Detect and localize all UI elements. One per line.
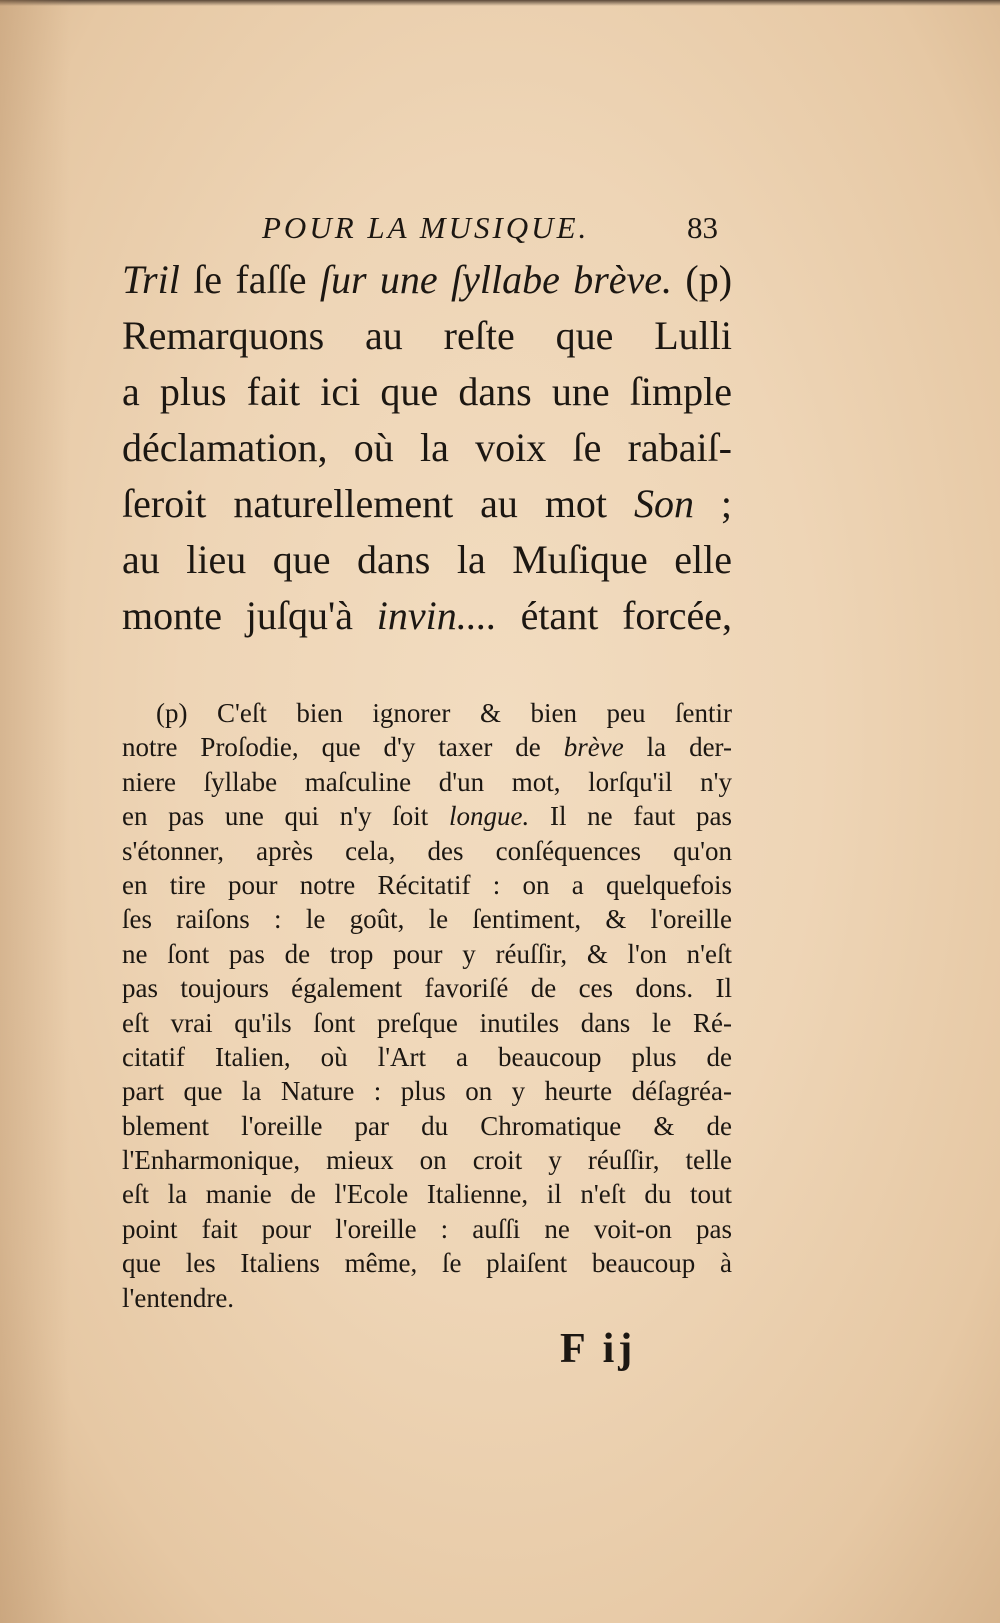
footnote-line: point fait pour l'oreille : auſſi ne voit-on pas <box>122 1213 732 1244</box>
footnote-line <box>122 730 732 764</box>
page-header <box>250 210 718 250</box>
italic-text: Son <box>633 481 694 526</box>
footnote-line: ne ſont pas de trop pour y réuſſir, & l'on n'eſt <box>122 938 732 969</box>
footnote-line: part que la Nature : plus on y heurte déſagréa- <box>122 1076 732 1107</box>
footnote-line: (p) C'eſt bien ignorer & bien peu ſentir <box>156 698 732 728</box>
italic-text: Tril <box>122 257 180 302</box>
main-text-line <box>122 252 732 308</box>
main-text-line <box>122 476 732 532</box>
italic-text: longue. <box>449 801 530 832</box>
running-title: POUR LA MUSIQUE. <box>262 210 590 245</box>
footnote-line: citatif Italien, où l'Art a beaucoup plus de <box>122 1041 732 1072</box>
italic-text: ſur une ſyllabe brève. <box>319 257 673 302</box>
text-span: la der- <box>623 732 732 763</box>
footnote-line: en tire pour notre Récitatif : on a quelquefois <box>122 869 732 900</box>
text-span: étant forcée, <box>496 593 733 638</box>
footnote-line: s'étonner, après cela, des conſéquences qu'on <box>122 835 732 866</box>
footnote-block <box>122 696 732 1315</box>
main-text-line: Remarquons au reſte que Lulli <box>122 313 732 358</box>
italic-text: invin.... <box>376 593 497 638</box>
footnote-line <box>122 799 732 833</box>
main-text-line <box>122 588 732 644</box>
signature-mark: F ij <box>560 1326 637 1372</box>
text-span: monte juſqu'à <box>122 593 377 638</box>
footnote-line: niere ſyllabe maſculine d'un mot, lorſqu'il n'y <box>122 766 732 797</box>
footnote-line: eſt la manie de l'Ecole Italienne, il n'eſt du tout <box>122 1179 732 1210</box>
footnote-ref: (p) <box>672 257 733 302</box>
main-text-line: a plus fait ici que dans une ſimple <box>122 369 732 414</box>
footnote-line: pas toujours également favoriſé de ces dons. Il <box>122 973 732 1004</box>
text-span: ſe faſſe <box>179 257 320 302</box>
text-span: notre Proſodie, que d'y taxer de <box>122 732 564 763</box>
text-span: en pas une qui n'y ſoit <box>122 801 450 832</box>
footnote-line: eſt vrai qu'ils ſont preſque inutiles dans le Ré- <box>122 1007 732 1038</box>
text-span: ſeroit naturellement au mot <box>122 481 634 526</box>
text-span: ; <box>693 481 732 526</box>
footnote-line: l'entendre. <box>122 1282 235 1313</box>
footnote-line: que les Italiens même, ſe plaiſent beaucoup à <box>122 1248 732 1279</box>
page-number: 83 <box>687 210 718 245</box>
footnote-line: l'Enharmonique, mieux on croit y réuſſir, telle <box>122 1145 732 1176</box>
main-text-block <box>122 252 732 644</box>
main-text-line: au lieu que dans la Muſique elle <box>122 537 732 582</box>
text-span: Il ne faut pas <box>529 801 732 832</box>
main-text-line: déclamation, où la voix ſe rabaiſ- <box>122 425 732 470</box>
footnote-line: blement l'oreille par du Chromatique & de <box>122 1110 732 1141</box>
italic-text: brève <box>563 732 624 763</box>
footnote-line: ſes raiſons : le goût, le ſentiment, & l'oreille <box>122 904 732 935</box>
